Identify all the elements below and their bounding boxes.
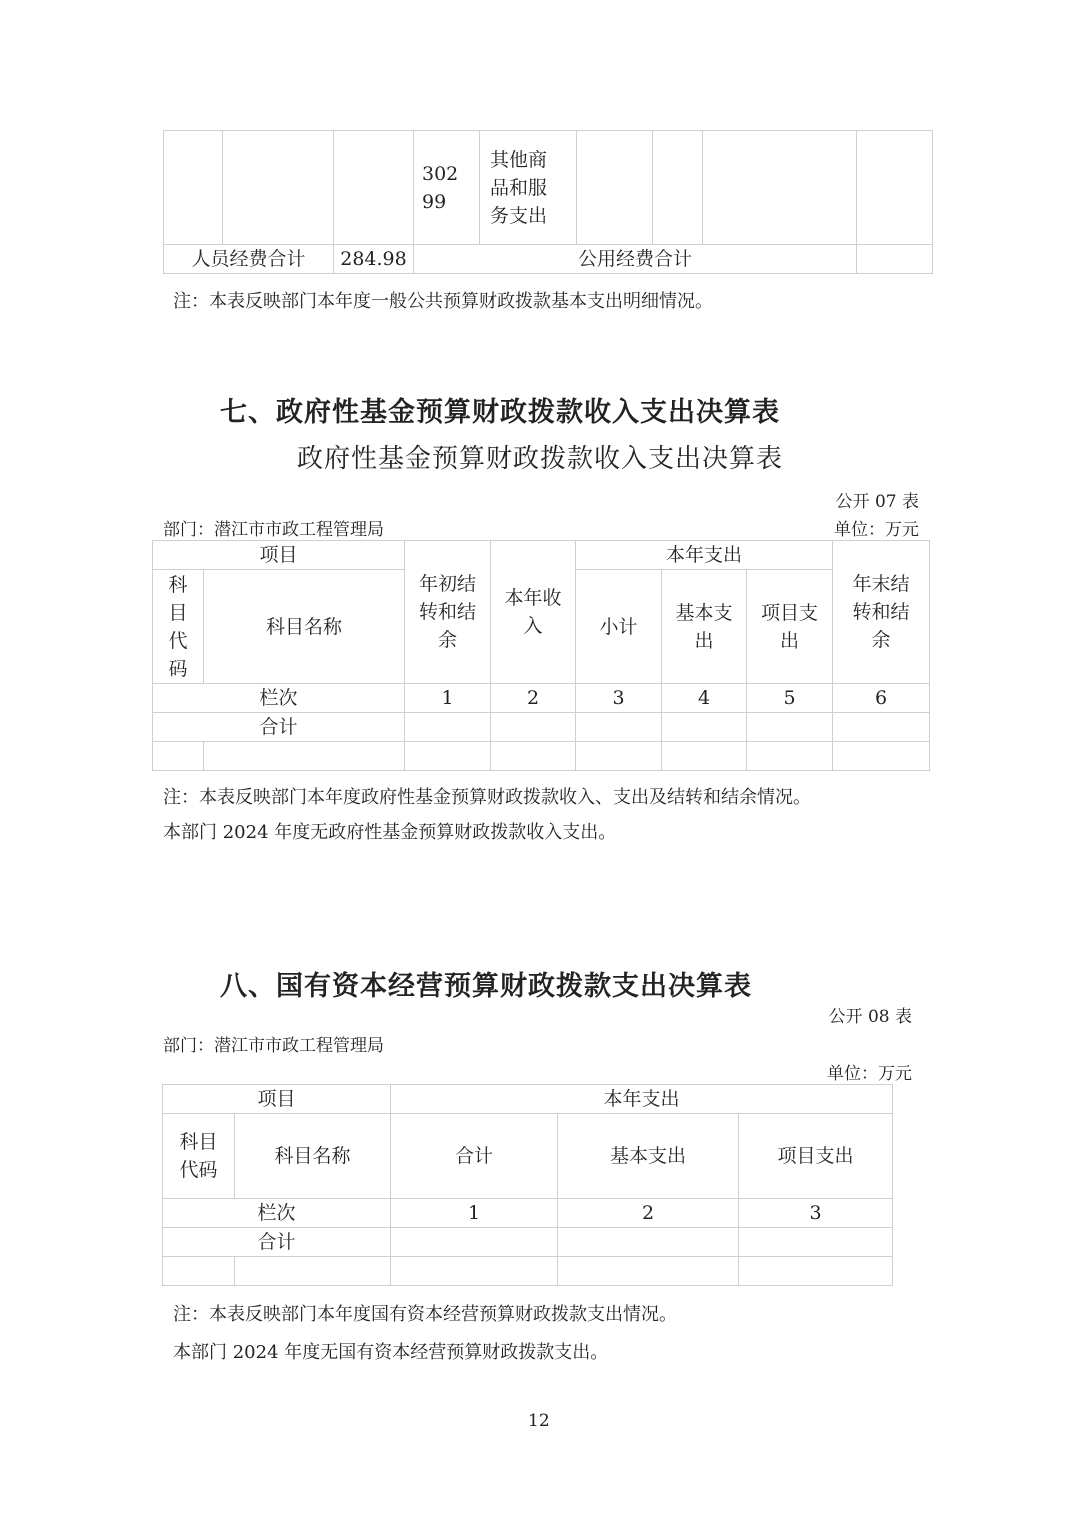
total-label: 合计	[153, 713, 405, 742]
header-project: 项目支出	[739, 1114, 893, 1199]
header-code: 科目代码	[153, 570, 204, 684]
section8-form-no: 公开 08 表	[828, 1007, 912, 1027]
public-total-label: 公用经费合计	[414, 245, 857, 274]
header-subtotal: 小计	[576, 570, 662, 684]
header-name: 科目名称	[204, 570, 405, 684]
state-capital-table	[162, 1084, 893, 1286]
header-basic: 基本支出	[662, 570, 747, 684]
item-name-cell: 其他商品和服务支出	[480, 131, 577, 245]
basic-expense-table-tail	[163, 130, 933, 274]
header-expense: 本年支出	[391, 1085, 893, 1114]
section7-subtitle: 政府性基金预算财政拨款收入支出决算表	[297, 444, 784, 474]
header-total: 合计	[391, 1114, 558, 1199]
personnel-total-label: 人员经费合计	[164, 245, 334, 274]
section8-note: 注：本表反映部门本年度国有资本经营预算财政拨款支出情况。	[173, 1304, 677, 1325]
header-name: 科目名称	[235, 1114, 391, 1199]
section7-heading: 七、政府性基金预算财政拨款收入支出决算表	[220, 397, 780, 428]
total-label: 合计	[163, 1228, 391, 1257]
col-no: 2	[491, 684, 576, 713]
col-no: 1	[391, 1199, 558, 1228]
section7-statement: 本部门 2024 年度无政府性基金预算财政拨款收入支出。	[163, 822, 617, 843]
header-closing: 年末结转和结余	[833, 541, 930, 684]
item-code-cell: 30299	[414, 131, 480, 245]
header-item: 项目	[153, 541, 405, 570]
section8-heading: 八、国有资本经营预算财政拨款支出决算表	[220, 971, 752, 1002]
header-project: 项目支出	[747, 570, 833, 684]
row-label: 栏次	[163, 1199, 391, 1228]
header-expense: 本年支出	[576, 541, 833, 570]
section7-form-no: 公开 07 表	[835, 492, 919, 512]
col-no: 4	[662, 684, 747, 713]
col-no: 3	[576, 684, 662, 713]
page-number: 12	[528, 1411, 550, 1431]
col-no: 6	[833, 684, 930, 713]
section8-unit: 单位：万元	[827, 1064, 912, 1084]
header-income: 本年收入	[491, 541, 576, 684]
col-no: 3	[739, 1199, 893, 1228]
row-label: 栏次	[153, 684, 405, 713]
personnel-total-value: 284.98	[334, 245, 414, 274]
section8-dept: 部门：潜江市市政工程管理局	[163, 1036, 384, 1056]
header-opening: 年初结转和结余	[405, 541, 491, 684]
gov-fund-table	[152, 540, 930, 771]
header-item: 项目	[163, 1085, 391, 1114]
section7-unit: 单位：万元	[834, 520, 919, 540]
col-no: 5	[747, 684, 833, 713]
header-basic: 基本支出	[558, 1114, 739, 1199]
col-no: 1	[405, 684, 491, 713]
section8-statement: 本部门 2024 年度无国有资本经营预算财政拨款支出。	[173, 1342, 609, 1363]
header-code: 科目代码	[163, 1114, 235, 1199]
section7-dept: 部门：潜江市市政工程管理局	[163, 520, 384, 540]
basic-note: 注：本表反映部门本年度一般公共预算财政拨款基本支出明细情况。	[173, 291, 713, 312]
col-no: 2	[558, 1199, 739, 1228]
section7-note: 注：本表反映部门本年度政府性基金预算财政拨款收入、支出及结转和结余情况。	[163, 787, 811, 808]
